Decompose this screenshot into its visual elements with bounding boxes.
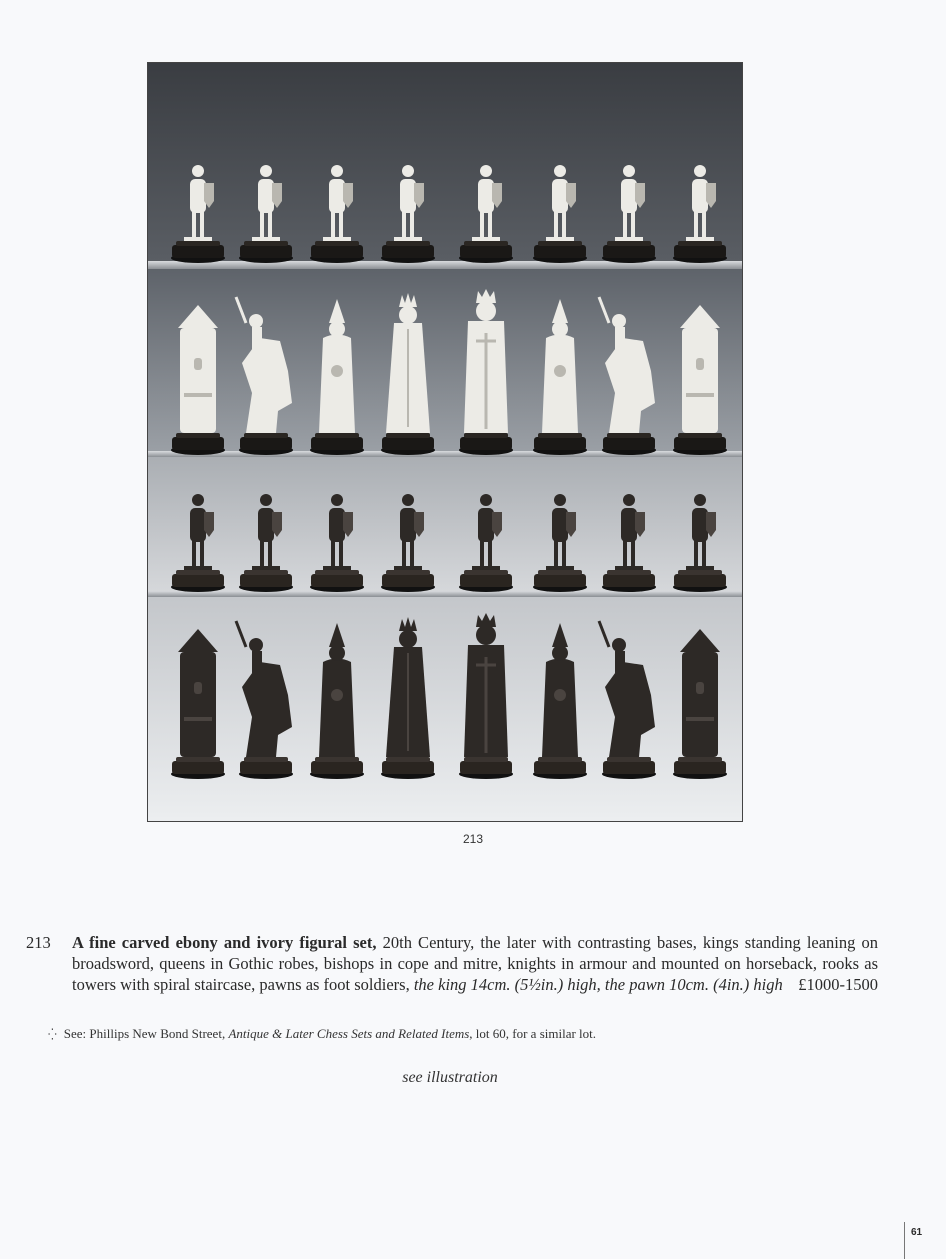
- lot-estimate: £1000-1500: [798, 975, 878, 994]
- chess-set-photograph: [147, 62, 743, 822]
- note-reference-title: Antique & Later Chess Sets and Related Items: [228, 1026, 470, 1041]
- see-illustration: see illustration: [402, 1069, 498, 1086]
- plate-number: 213: [462, 832, 484, 846]
- shelf-edge: [148, 261, 742, 269]
- reference-note: [48, 1026, 596, 1042]
- lot-body: 20th Century, the later with contrasting bases, kings standing leaning on broadsword, queens in Gothic robes, bishops in cope and mitre, knights in armour and mounted on horseback, rooks as towers with spiral staircase, pawns as foot soldiers,: [72, 933, 879, 994]
- lot-title: A fine carved ebony and ivory figural set,: [72, 933, 377, 952]
- lot-entry: [26, 932, 878, 995]
- lot-number: 213: [26, 933, 51, 952]
- lot-dimensions: the king 14cm. (5½in.) high, the pawn 10cm. (4in.) high: [413, 975, 783, 994]
- asterism-icon: ⁛: [48, 1029, 56, 1041]
- note-prefix: See: Phillips New Bond Street,: [63, 1026, 229, 1041]
- lot-description: [72, 932, 878, 995]
- page-number: 61: [904, 1222, 924, 1259]
- note-suffix: , lot 60, for a similar lot.: [469, 1026, 597, 1041]
- shelf-edge: [148, 591, 742, 597]
